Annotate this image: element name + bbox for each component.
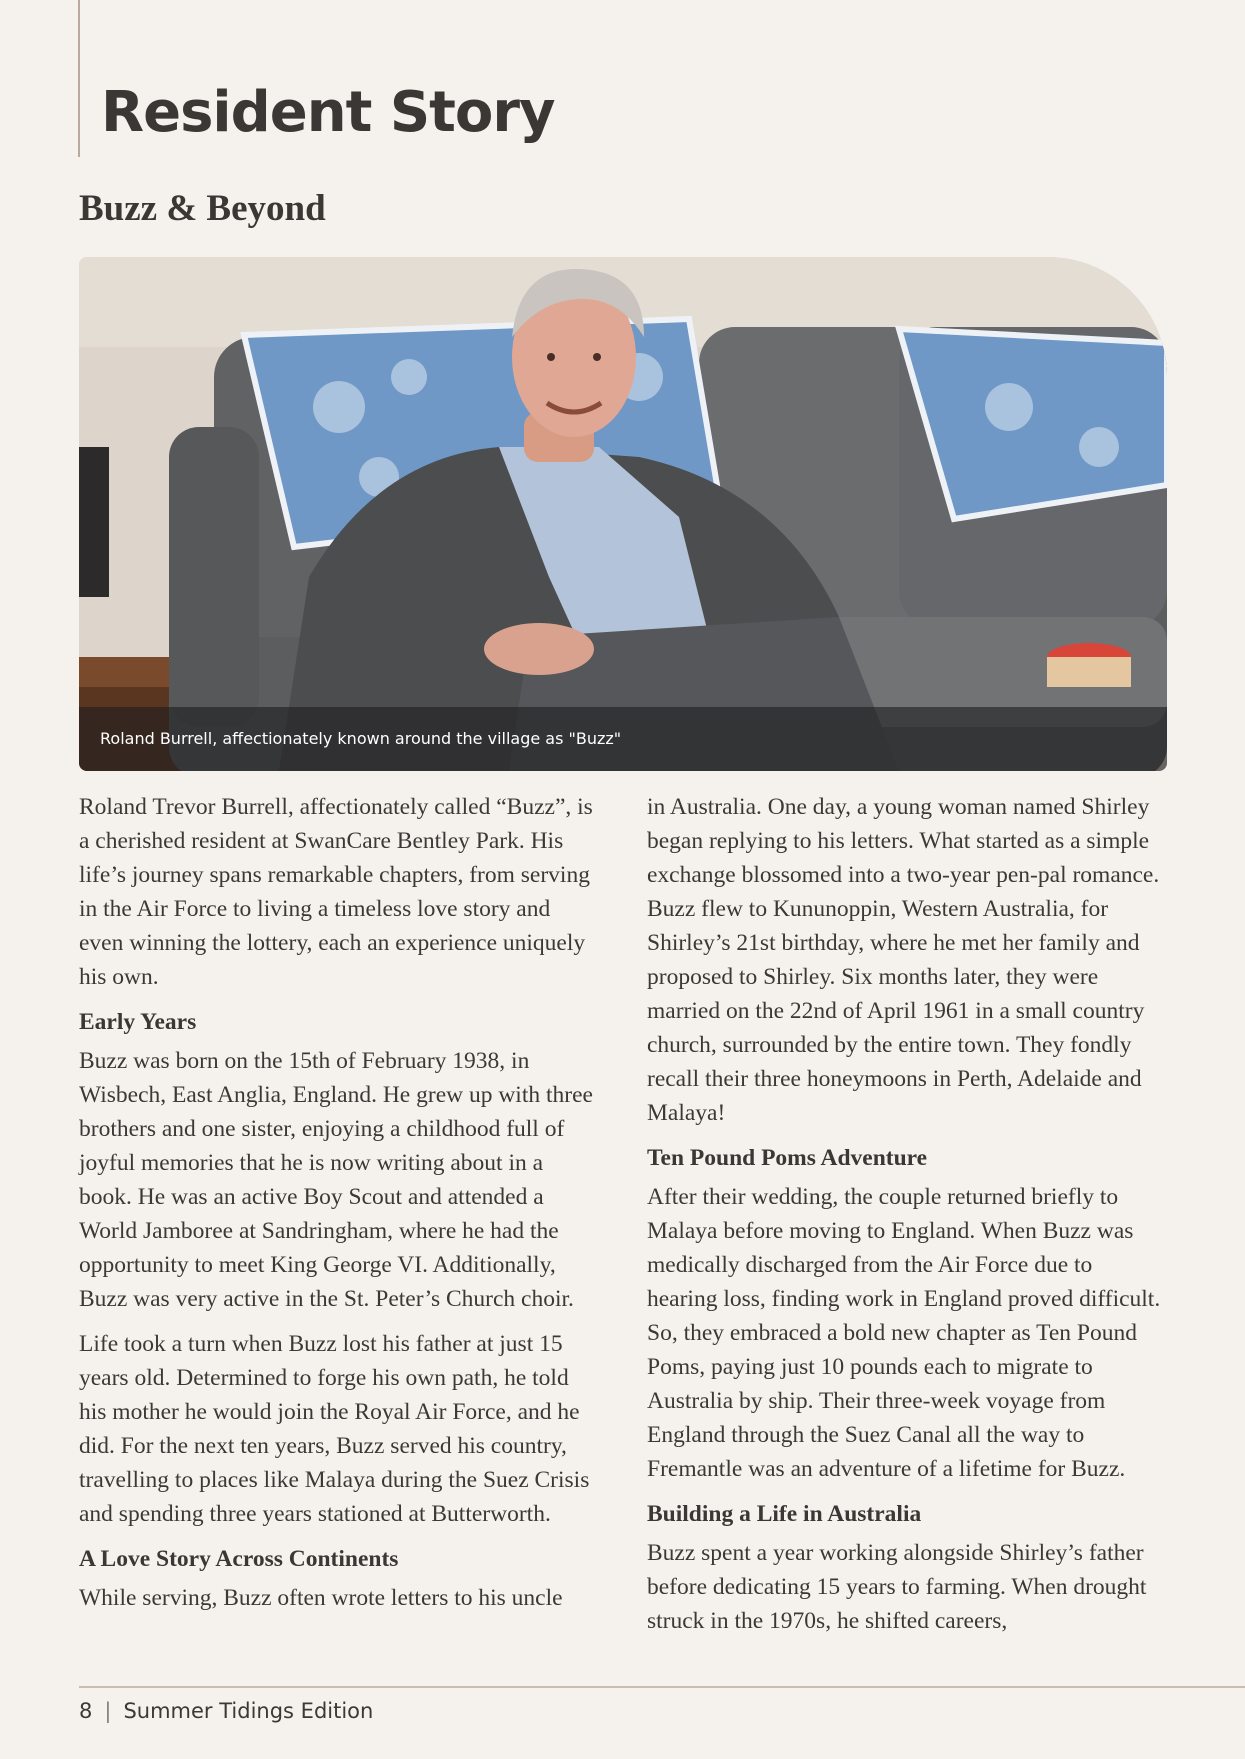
love-story-heading: A Love Story Across Continents [79, 1546, 399, 1572]
page-footer [79, 1699, 373, 1723]
article-right-column [647, 790, 1167, 1649]
early-years-heading: Early Years [79, 1009, 197, 1035]
intro-paragraph: Roland Trevor Burrell, affectionately called “Buzz”, is a cherished resident at SwanCare Bentley Park. His life’s journey spans remarkable chapters, from serving in the Air Force to living a timeless love story and even winning the lottery, each an experience uniquely his own. [79, 794, 593, 990]
building-life-paragraph: Buzz spent a year working alongside Shirley’s father before dedicating 15 years to farming. When drought struck in the 1970s, he shifted careers, [647, 1540, 1147, 1634]
footer-divider [79, 1686, 1245, 1688]
early-years-paragraph-1: Buzz was born on the 15th of February 1938, in Wisbech, East Anglia, England. He grew up with three brothers and one sister, enjoying a childhood full of joyful memories that he is now writing about in a book. He was an active Boy Scout and attended a World Jamboree at Sandringham, where he had the opportunity to meet King George VI. Additionally, Buzz was very active in the St. Peter’s Church choir. [79, 1048, 593, 1312]
early-years-paragraph-2: Life took a turn when Buzz lost his father at just 15 years old. Determined to forge his own path, he told his mother he would join the Royal Air Force, and he did. For the next ten years, Buzz served his country, travelling to places like Malaya during the Suez Crisis and spending three years stationed at Butterworth. [79, 1331, 590, 1527]
story-title: Buzz & Beyond [79, 188, 326, 229]
building-life-heading: Building a Life in Australia [647, 1501, 922, 1527]
article-left-column [79, 790, 599, 1626]
title-accent-bar [78, 0, 80, 157]
section-title: Resident Story [101, 80, 555, 145]
photo-caption: Roland Burrell, affectionately known around the village as "Buzz" [100, 729, 622, 748]
page-number: 8 [79, 1699, 93, 1723]
love-story-paragraph-continued: in Australia. One day, a young woman named Shirley began replying to his letters. What started as a simple exchange blossomed into a two-year pen-pal romance. Buzz flew to Kununoppin, Western Australia, for Shirley’s 21st birthday, where he met her family and proposed to Shirley. Six months later, they were married on the 22nd of April 1961 in a small country church, surrounded by the entire town. They fondly recall their three honeymoons in Perth, Adelaide and Malaya! [647, 794, 1160, 1126]
photo-illustration [79, 257, 1167, 771]
resident-photo [79, 257, 1167, 771]
footer-separator: | [104, 1699, 112, 1723]
publication-name: Summer Tidings Edition [123, 1699, 374, 1723]
ten-pound-poms-paragraph: After their wedding, the couple returned briefly to Malaya before moving to England. When Buzz was medically discharged from the Air Force due to hearing loss, finding work in England proved difficult. So, they embraced a bold new chapter as Ten Pound Poms, paying just 10 pounds each to migrate to Australia by ship. Their three-week voyage from England through the Suez Canal all the way to Fremantle was an adventure of a lifetime for Buzz. [647, 1184, 1161, 1482]
photo-caption-bar [79, 707, 1167, 771]
ten-pound-poms-heading: Ten Pound Poms Adventure [647, 1145, 928, 1171]
love-story-paragraph-start: While serving, Buzz often wrote letters to his uncle [79, 1585, 563, 1611]
